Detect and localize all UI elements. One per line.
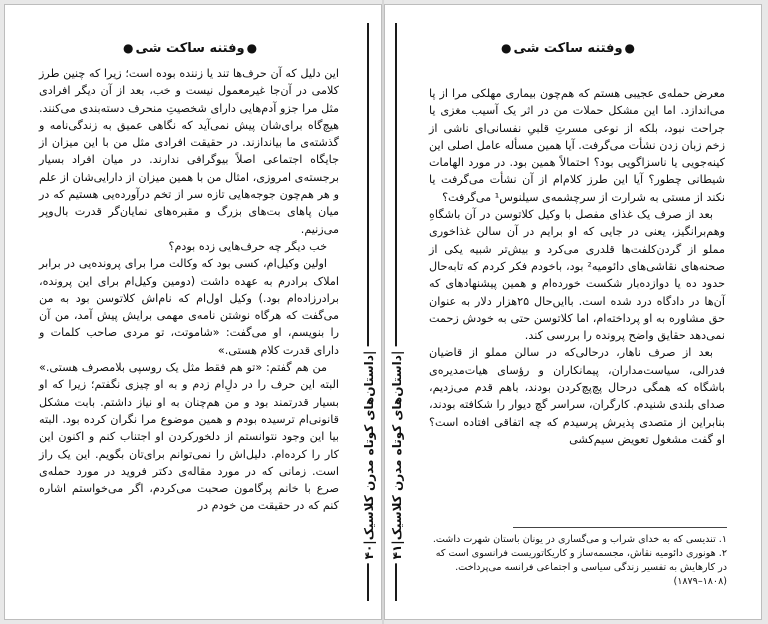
paragraph: من هم گفتم: «تو هم فقط مثل یک روسپی بلامصرف هستی.» البته این حرف را در دلِ‌ام زدم و به او چیزی نگفتم؛ زیرا که او بسیار قدرتمند بود و من هم‌چنان به او نیاز داشتم. بابت مشکل قانونی‌ام ترسیده بودم و همین موضوع مرا نگران کرده بود. البته بیا این وجود نتوانستم از دلخورکردن او اجتناب کنم و اکنون این کار را کرده‌ام. دلیل‌اش را نمی‌توانم برای‌تان بگویم. این یک راز است. زمانی که در مورد مقاله‌ی دکتر فروید در مورد حمله‌ی صرع با خانم پرگامون صحبت می‌کردم، اگر می‌خواستم اشاره کنم که در حقیقت من خودم در bbox=[39, 361, 339, 513]
paragraph: این دلیل که آن حرف‌ها تند یا زننده بوده است؛ زیرا که چنین طرز کلامی در آن‌جا غیرمعمول نیست و خب، بعد از آن دیگر افرادی مثل مرا جزو آدم‌هایی دارای شخصیتِ منحرف دسته‌بندی می‌کنند. هیچ‌گاه برای‌شان پیش نمی‌آید که نگاهی عمیق به زندگی‌نامه و گذشته‌ی ما بیاندازند. در حقیقت افرادی مثل من با این میزان از جایگاه اجتماعی اصلاً بیوگرافی ندارند. در میان افراد بسیار برجسته‌ی امروزی، امثال من با همین میزان از دارایی‌شان از علم و هر هم‌چون جوجه‌هایی تازه سر از تخم درآورده‌یی هستیم که در میان پاهای بت‌های بزرگ و مقبره‌های نمایان‌گر قدرت بال‌وپر می‌زنیم. bbox=[39, 67, 339, 236]
footnote: ۲. هونوری دائومیه نقاش، مجسمه‌ساز و کاریکاتوریست فرانسوی است که در کارهایش به تفسیر زندگی سیاسی و اجتماعی فرانسه می‌پرداخت. (۱۸۰۸–۱۸۷۹) bbox=[435, 548, 727, 587]
footnotes bbox=[429, 533, 727, 589]
paragraph: اولین وکیل‌ام، کسی بود که وکالت مرا برای پرونده‌یی در برابر املاک برادرم به عهده داشت (دومین وکیل‌ام برای این پرونده، برادرزاده‌ام بود.) وکیل اول‌ام که نام‌اش کلاتوسن بود به من می‌گفت که هرگاه نوشتن نامه‌ی مهمی برایش پیش آمد، من آن را بنویسم، او می‌گفت: «شاموتت، تو مردی صاحب کلمات و دارای قدرت کلام هستی.» bbox=[39, 257, 339, 357]
bullet-icon: ● bbox=[123, 41, 134, 55]
footnote-rule bbox=[513, 527, 727, 528]
side-band bbox=[357, 5, 381, 619]
paragraph: بعد از صرف ناهار، درحالی‌که در سالن مملو از قاضیان فدرالی، سیاست‌مداران، پیمانکاران و رؤسای هیات‌مدیره‌ی باشگاه که همگی درحال پچ‌پچ‌کردن بودند، باهم قدم می‌زدیم، صدای بلندی شنیدم. کارگران، سراسر گچ دیوار را شکافته بودند، بنابراین از متصدی پذیرش پرسیدم که چه اتفاقی افتاده است؟ او گفت مشغول تعویض سیم‌کشی bbox=[429, 346, 725, 446]
bullet-icon: ● bbox=[246, 41, 258, 55]
body-text bbox=[429, 85, 725, 448]
right-page bbox=[384, 4, 762, 620]
book-title-page-number: |داستان‌های کوتاه مدرن کلاسیک|۴۱ bbox=[390, 347, 404, 564]
book-title-page-number: |داستان‌های کوتاه مدرن کلاسیک|۴۰ bbox=[362, 347, 376, 564]
side-band bbox=[385, 5, 409, 619]
body-text bbox=[39, 65, 339, 515]
running-header-text: وفتنه ساکت شی bbox=[135, 41, 245, 56]
paragraph: معرض حمله‌ی عجیبی هستم که هم‌چون بیماری مهلکی مرا از پا می‌اندازد. اما این مشکل حملات من در اثر یک آسیب مغزی یا جراحت نبود، بلکه از نوعی مسرتِ قلبیِ نفسانی‌ای ناشی از زخم زبان زدن نشأت می‌گرفت. آیا همین مسأله عامل اصلی این کینه‌جویی یا ناسزاگویی بود؟ احتمالاً همین بود. در مورد الهامات شیطانی چطور؟ آیا این طرز کلام‌ام از آن نشأت می‌گرفت یا نکند از مستی به شرارت از سرچشمه‌ی سیلنوس¹ می‌گرفت؟ bbox=[429, 87, 725, 204]
running-header bbox=[385, 41, 761, 56]
paragraph: بعد از صرف یک غذای مفصل با وکیل کلاتوسن در آن باشگاهِ وهم‌برانگیز، یعنی در جایی که او برایم در آن سالن غذاخوری مملو از گردن‌کلفت‌ها قلدری می‌کرد و بیش‌تر شبیه یکی از صحنه‌های نقاشی‌های دائومیه² بود، باخودم فکر کردم که تابه‌حال حدود ده یا دوازده‌بار شکست خورده‌ام و همین پیشنهادهای که آن‌ها در دادگاه درد شده است. باایں‌حال ۲۵هزار دلار به عنوان حق مشاوره به او پرداخته‌ام، اما کلاتوسن حتی به خودش زحمت نمی‌دهد حقایق واضح پرونده را بررسی کند. bbox=[429, 208, 725, 343]
left-page bbox=[4, 4, 382, 620]
bullet-icon: ● bbox=[500, 41, 512, 55]
running-header bbox=[121, 41, 259, 56]
bullet-icon: ● bbox=[624, 41, 636, 55]
running-header-text: وفتنه ساکت شی bbox=[513, 41, 623, 56]
paragraph: خب دیگر چه حرف‌هایی زده بودم؟ bbox=[168, 239, 327, 253]
footnote: ۱. تندیسی که به خدای شراب و می‌گساری در یونان باستان شهرت داشت. bbox=[432, 534, 727, 545]
